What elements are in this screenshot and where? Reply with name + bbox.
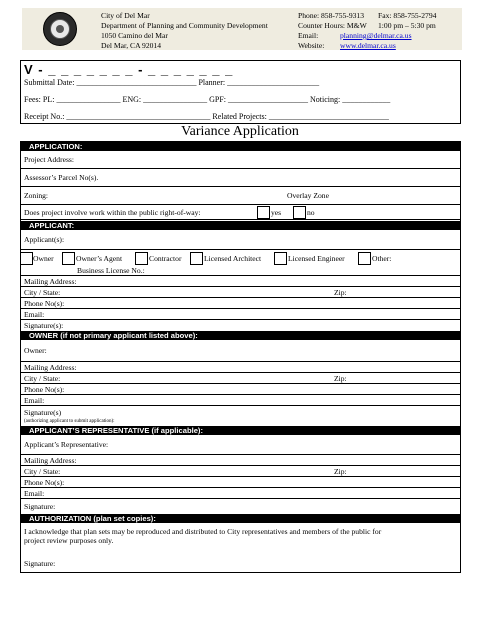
section-application: APPLICATION: xyxy=(21,142,460,151)
city-state-zip: Del Mar, CA 92014 xyxy=(101,41,162,50)
owner-field[interactable]: Owner: xyxy=(21,340,460,362)
rep-email-field[interactable]: Email: xyxy=(21,488,460,499)
authorization-signature-field[interactable]: Signature: xyxy=(24,559,56,568)
licensed-architect-label: Licensed Architect xyxy=(204,254,262,263)
counter-hours-label: Counter Hours: M&W xyxy=(298,21,367,30)
fees-row[interactable]: Fees: PL: ________________ ENG: ________________ GPF: ____________________ Noticing: ____________ xyxy=(24,95,391,104)
city-name: City of Del Mar xyxy=(101,11,150,20)
street-address: 1050 Camino del Mar xyxy=(101,31,168,40)
receipt-row[interactable]: Receipt No.: ____________________________________ Related Projects: ______________________________ xyxy=(24,112,389,121)
contact-values xyxy=(378,11,436,31)
applicant-phone-field[interactable]: Phone No(s): xyxy=(21,298,460,309)
rep-zip-label: Zip: xyxy=(334,467,347,476)
business-license-field[interactable]: Business License No.: xyxy=(21,250,460,276)
parcel-number-field[interactable]: Assessor’s Parcel No(s). xyxy=(21,169,460,187)
right-of-way-question: Does project involve work within the public right-of-way: xyxy=(24,208,201,217)
fax-number: Fax: 858-755-2794 xyxy=(378,11,437,20)
rep-mailing-field[interactable]: Mailing Address: xyxy=(21,455,460,466)
applicant-mailing-field[interactable]: Mailing Address: xyxy=(21,276,460,287)
variance-form xyxy=(20,141,461,573)
applicant-email-field[interactable]: Email: xyxy=(21,309,460,320)
section-applicant: APPLICANT: xyxy=(21,221,460,230)
other-label: Other: xyxy=(372,254,392,263)
yes-label: yes xyxy=(271,208,282,217)
owner-signature-note: (authorizing applicant to submit application): xyxy=(24,419,115,424)
phone-number: Phone: 858-755-9313 xyxy=(298,11,365,20)
right-of-way-no-checkbox[interactable] xyxy=(293,206,306,219)
owner-email-field[interactable]: Email: xyxy=(21,395,460,406)
zoning-field[interactable]: Zoning: Overlay Zone xyxy=(21,187,460,205)
applicant-city-field[interactable]: City / State: Zip: xyxy=(21,287,460,298)
licensed-engineer-label: Licensed Engineer xyxy=(288,254,345,263)
applicant-signature-field[interactable]: Signature(s): xyxy=(24,321,64,330)
contractor-label: Contractor xyxy=(149,254,182,263)
section-authorization: AUTHORIZATION (plan set copies): xyxy=(21,514,460,523)
email-label: Email: xyxy=(298,31,319,40)
owner-mailing-field[interactable]: Mailing Address: xyxy=(21,362,460,373)
representative-field[interactable]: Applicant’s Representative: xyxy=(21,435,460,455)
rep-city-field[interactable]: City / State: Zip: xyxy=(21,466,460,477)
page-title: Variance Application xyxy=(181,124,299,139)
owner-city-field[interactable]: City / State: Zip: xyxy=(21,373,460,384)
applicant-zip-label: Zip: xyxy=(334,288,347,297)
authorization-text-line1: I acknowledge that plan sets may be reproduced and distributed to City representatives and members of the public for xyxy=(24,527,382,536)
no-label: no xyxy=(307,208,315,217)
website-label: Website: xyxy=(298,41,325,50)
rep-phone-field[interactable]: Phone No(s): xyxy=(21,477,460,488)
project-address-field[interactable]: Project Address: xyxy=(21,151,460,169)
owner-type-label: Owner xyxy=(33,254,54,263)
right-of-way-row xyxy=(21,205,460,220)
section-representative: APPLICANT’S REPRESENTATIVE (if applicable): xyxy=(21,426,460,435)
letterhead xyxy=(22,8,462,50)
owner-zip-label: Zip: xyxy=(334,374,347,383)
submittal-planner-row[interactable]: Submittal Date: ______________________________ Planner: _______________________ xyxy=(24,78,320,87)
owner-signature-field[interactable]: Signature(s) (authorizing applicant to submit application): xyxy=(21,406,460,426)
department-name: Department of Planning and Community Development xyxy=(101,21,268,30)
city-seal-icon xyxy=(43,12,77,46)
authorization-text-line2: project review purposes only. xyxy=(24,536,114,545)
owner-phone-field[interactable]: Phone No(s): xyxy=(21,384,460,395)
rep-signature-field[interactable]: Signature: xyxy=(24,502,56,511)
overlay-zone-label: Overlay Zone xyxy=(287,191,329,200)
case-number: V - _ _ _ _ _ _ _ - _ _ _ _ _ _ _ xyxy=(24,62,234,77)
authorization-block xyxy=(21,523,460,573)
email-link[interactable]: planning@delmar.ca.us xyxy=(340,31,412,40)
section-owner: OWNER (if not primary applicant listed above): xyxy=(21,331,460,340)
office-use-box xyxy=(20,60,461,124)
right-of-way-yes-checkbox[interactable] xyxy=(257,206,270,219)
website-link[interactable]: www.delmar.ca.us xyxy=(340,41,396,50)
applicants-field[interactable]: Applicant(s): xyxy=(21,230,460,250)
owners-agent-label: Owner’s Agent xyxy=(76,254,123,263)
department-address xyxy=(101,11,268,51)
counter-hours: 1:00 pm – 5:30 pm xyxy=(378,21,436,30)
